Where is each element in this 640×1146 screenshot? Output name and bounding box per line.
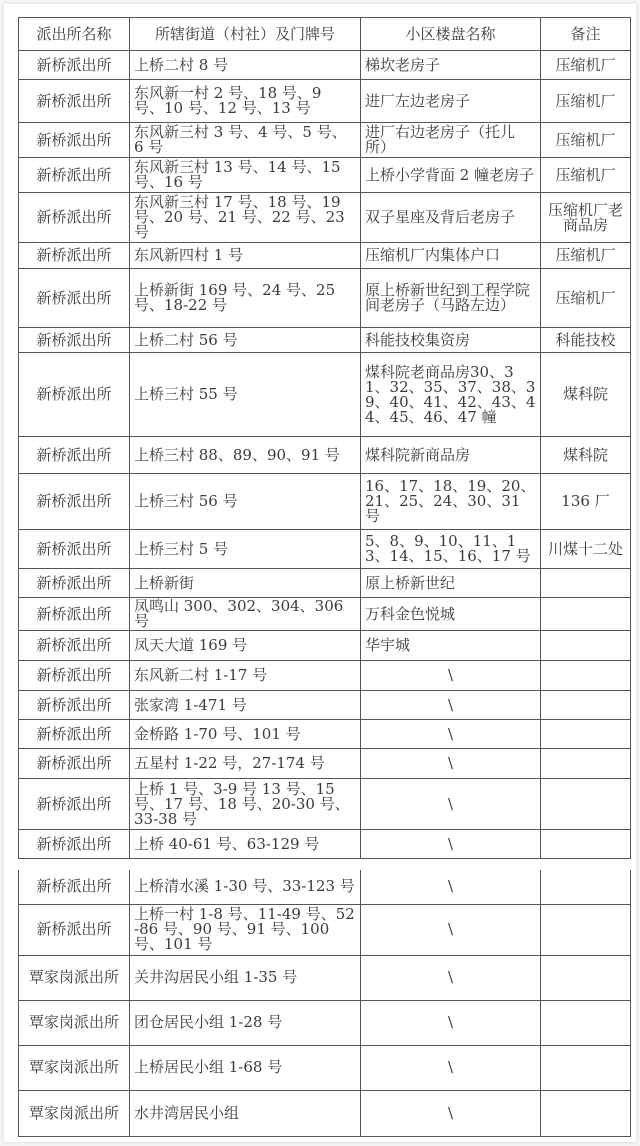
station-cell: 新桥派出所 xyxy=(19,749,130,779)
address-cell: 上桥三村 5 号 xyxy=(130,530,361,569)
address-cell: 五星村 1-22 号，27-174 号 xyxy=(130,749,361,779)
note-cell: 136 厂 xyxy=(541,474,631,530)
community-cell: 华宇城 xyxy=(361,631,541,661)
note-cell xyxy=(541,830,631,859)
station-cell: 覃家岗派出所 xyxy=(19,1090,130,1136)
table-row xyxy=(19,269,631,328)
note-cell xyxy=(541,779,631,830)
table-row xyxy=(19,353,631,437)
station-cell: 新桥派出所 xyxy=(19,158,130,193)
station-cell: 新桥派出所 xyxy=(19,779,130,830)
community-cell: 梯坎老房子 xyxy=(361,51,541,80)
note-cell: 科能技校 xyxy=(541,328,631,353)
table-row xyxy=(19,691,631,720)
address-cell: 凤天大道 169 号 xyxy=(130,631,361,661)
address-cell: 凤鸣山 300、302、304、306 号 xyxy=(130,598,361,631)
table-row xyxy=(19,779,631,830)
station-cell: 新桥派出所 xyxy=(19,474,130,530)
community-cell: 原上桥新世纪 xyxy=(361,569,541,598)
table-row xyxy=(19,631,631,661)
station-cell: 新桥派出所 xyxy=(19,80,130,123)
address-cell: 金桥路 1-70 号、101 号 xyxy=(130,720,361,749)
station-cell: 新桥派出所 xyxy=(19,598,130,631)
community-cell: 煤科院老商品房30、31、32、35、37、38、39、40、41、42、43、44、45、46、47 幢 xyxy=(361,353,541,437)
address-cell: 东风新三村 13 号、14 号、15 号、16 号 xyxy=(130,158,361,193)
station-cell: 覃家岗派出所 xyxy=(19,1045,130,1090)
community-cell: \ xyxy=(361,870,541,904)
table-row xyxy=(19,80,631,123)
address-cell: 上桥居民小组 1-68 号 xyxy=(130,1045,361,1090)
table-row xyxy=(19,530,631,569)
table-row xyxy=(19,870,631,904)
address-cell: 东风新三村 3 号、4 号、5 号、6 号 xyxy=(130,123,361,158)
station-cell: 新桥派出所 xyxy=(19,437,130,474)
community-cell: 进厂左边老房子 xyxy=(361,80,541,123)
address-cell: 上桥三村 88、89、90、91 号 xyxy=(130,437,361,474)
table-row xyxy=(19,123,631,158)
station-cell: 新桥派出所 xyxy=(19,123,130,158)
address-cell: 上桥一村 1-8 号、11-49 号、52-86 号、90 号、91 号、100 号、101 号 xyxy=(130,904,361,955)
community-cell: \ xyxy=(361,779,541,830)
station-cell: 新桥派出所 xyxy=(19,720,130,749)
community-cell: 压缩机厂内集体户口 xyxy=(361,243,541,269)
note-cell: 煤科院 xyxy=(541,353,631,437)
table-row xyxy=(19,1045,631,1090)
header-note: 备注 xyxy=(541,18,631,51)
address-cell: 水井湾居民小组 xyxy=(130,1090,361,1136)
community-cell: 上桥小学背面 2 幢老房子 xyxy=(361,158,541,193)
note-cell: 压缩机厂 xyxy=(541,51,631,80)
address-cell: 东风新四村 1 号 xyxy=(130,243,361,269)
station-cell: 新桥派出所 xyxy=(19,870,130,904)
community-cell: 原上桥新世纪到工程学院间老房子（马路左边） xyxy=(361,269,541,328)
table-row xyxy=(19,904,631,955)
note-cell: 压缩机厂 xyxy=(541,269,631,328)
station-cell: 新桥派出所 xyxy=(19,328,130,353)
community-cell: \ xyxy=(361,749,541,779)
community-cell: 16、17、18、19、20、21、25、24、30、31 号 xyxy=(361,474,541,530)
address-cell: 东风新三村 17 号、18 号、19 号、20 号、21 号、22 号、23 号 xyxy=(130,193,361,243)
jurisdiction-table-part1 xyxy=(18,17,631,859)
table-row xyxy=(19,243,631,269)
table-row xyxy=(19,1000,631,1045)
community-cell: \ xyxy=(361,691,541,720)
table-header-row xyxy=(19,18,631,51)
station-cell: 新桥派出所 xyxy=(19,530,130,569)
table-row xyxy=(19,1090,631,1136)
document-page xyxy=(4,4,636,1142)
note-cell xyxy=(541,1090,631,1136)
header-community: 小区楼盘名称 xyxy=(361,18,541,51)
community-cell: 5、8、9、10、11、13、14、15、16、17 号 xyxy=(361,530,541,569)
note-cell xyxy=(541,720,631,749)
station-cell: 新桥派出所 xyxy=(19,353,130,437)
address-cell: 张家湾 1-471 号 xyxy=(130,691,361,720)
table-row xyxy=(19,830,631,859)
address-cell: 上桥新街 169 号、24 号、25 号、18-22 号 xyxy=(130,269,361,328)
community-cell: \ xyxy=(361,661,541,691)
table-row xyxy=(19,51,631,80)
table-row xyxy=(19,955,631,1000)
address-cell: 上桥清水溪 1-30 号、33-123 号 xyxy=(130,870,361,904)
note-cell: 压缩机厂 xyxy=(541,243,631,269)
station-cell: 覃家岗派出所 xyxy=(19,1000,130,1045)
station-cell: 新桥派出所 xyxy=(19,51,130,80)
jurisdiction-table-part2 xyxy=(18,870,631,1137)
header-station: 派出所名称 xyxy=(19,18,130,51)
note-cell: 压缩机厂 xyxy=(541,158,631,193)
address-cell: 上桥 40-61 号、63-129 号 xyxy=(130,830,361,859)
note-cell xyxy=(541,661,631,691)
table-row xyxy=(19,437,631,474)
station-cell: 新桥派出所 xyxy=(19,631,130,661)
station-cell: 新桥派出所 xyxy=(19,243,130,269)
community-cell: \ xyxy=(361,720,541,749)
table-row xyxy=(19,720,631,749)
note-cell: 压缩机厂老商品房 xyxy=(541,193,631,243)
station-cell: 新桥派出所 xyxy=(19,830,130,859)
note-cell xyxy=(541,955,631,1000)
note-cell xyxy=(541,1000,631,1045)
header-address: 所辖街道（村社）及门牌号 xyxy=(130,18,361,51)
station-cell: 新桥派出所 xyxy=(19,904,130,955)
note-cell: 川煤十二处 xyxy=(541,530,631,569)
station-cell: 新桥派出所 xyxy=(19,691,130,720)
table-row xyxy=(19,474,631,530)
address-cell: 上桥新街 xyxy=(130,569,361,598)
table-row xyxy=(19,328,631,353)
community-cell: 万科金色悦城 xyxy=(361,598,541,631)
station-cell: 新桥派出所 xyxy=(19,569,130,598)
table-row xyxy=(19,158,631,193)
community-cell: \ xyxy=(361,1045,541,1090)
address-cell: 上桥 1 号、3-9 号 13 号、15 号、17 号、18 号、20-30 号、33-38 号 xyxy=(130,779,361,830)
station-cell: 新桥派出所 xyxy=(19,193,130,243)
note-cell xyxy=(541,598,631,631)
community-cell: \ xyxy=(361,904,541,955)
table-row xyxy=(19,749,631,779)
note-cell xyxy=(541,631,631,661)
community-cell: 科能技校集资房 xyxy=(361,328,541,353)
table-row xyxy=(19,661,631,691)
address-cell: 关井沟居民小组 1-35 号 xyxy=(130,955,361,1000)
note-cell xyxy=(541,691,631,720)
community-cell: \ xyxy=(361,830,541,859)
table-row xyxy=(19,598,631,631)
address-cell: 上桥三村 55 号 xyxy=(130,353,361,437)
community-cell: 进厂右边老房子（托儿所） xyxy=(361,123,541,158)
station-cell: 覃家岗派出所 xyxy=(19,955,130,1000)
note-cell xyxy=(541,904,631,955)
table-row xyxy=(19,193,631,243)
note-cell xyxy=(541,749,631,779)
note-cell: 压缩机厂 xyxy=(541,123,631,158)
note-cell xyxy=(541,870,631,904)
note-cell xyxy=(541,1045,631,1090)
station-cell: 新桥派出所 xyxy=(19,661,130,691)
community-cell: \ xyxy=(361,955,541,1000)
community-cell: \ xyxy=(361,1000,541,1045)
community-cell: \ xyxy=(361,1090,541,1136)
community-cell: 双子星座及背后老房子 xyxy=(361,193,541,243)
address-cell: 上桥二村 8 号 xyxy=(130,51,361,80)
note-cell: 煤科院 xyxy=(541,437,631,474)
note-cell xyxy=(541,569,631,598)
address-cell: 东风新一村 2 号、18 号、9 号、10 号、12 号、13 号 xyxy=(130,80,361,123)
address-cell: 东风新二村 1-17 号 xyxy=(130,661,361,691)
note-cell: 压缩机厂 xyxy=(541,80,631,123)
table-row xyxy=(19,569,631,598)
station-cell: 新桥派出所 xyxy=(19,269,130,328)
community-cell: 煤科院新商品房 xyxy=(361,437,541,474)
address-cell: 上桥二村 56 号 xyxy=(130,328,361,353)
address-cell: 团仓居民小组 1-28 号 xyxy=(130,1000,361,1045)
address-cell: 上桥三村 56 号 xyxy=(130,474,361,530)
